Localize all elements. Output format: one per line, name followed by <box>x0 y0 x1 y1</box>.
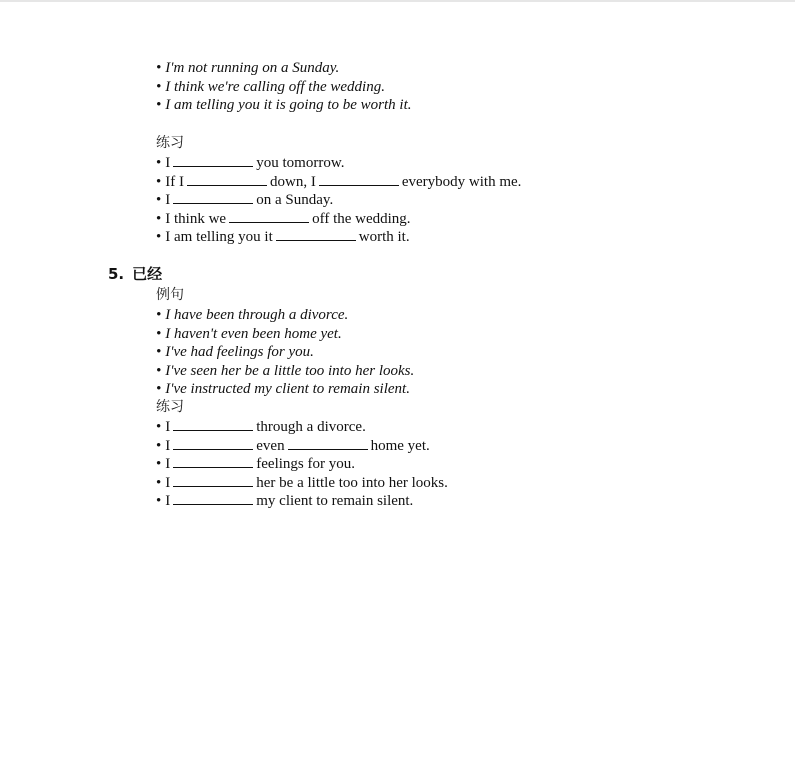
practice-item <box>156 210 521 229</box>
example-label: 例句 <box>156 287 184 303</box>
bullet: • <box>156 474 162 491</box>
practice-item <box>156 228 521 247</box>
practice-label: 练习 <box>156 135 184 151</box>
example-sentence: I think we're calling off the wedding. <box>165 78 385 95</box>
top-examples-list <box>156 59 412 115</box>
bullet: • <box>156 456 162 473</box>
bullet: • <box>156 97 162 114</box>
practice-text: off the wedding. <box>312 210 411 227</box>
blank-field[interactable] <box>173 437 253 450</box>
practice-text: I <box>165 192 171 209</box>
bullet: • <box>156 437 162 454</box>
practice-text: down, I <box>270 173 316 190</box>
practice-item <box>156 437 448 456</box>
list-item <box>156 96 412 115</box>
practice-text: I <box>165 474 171 491</box>
example-sentence: I've seen her be a little too into her looks. <box>165 362 415 379</box>
list-item <box>156 306 414 325</box>
example-sentence: I've had feelings for you. <box>165 344 314 361</box>
bullet: • <box>156 60 162 76</box>
blank-field[interactable] <box>173 418 253 431</box>
practice-text: everybody with me. <box>401 173 522 190</box>
practice-text: through a divorce. <box>256 419 366 435</box>
bullet: • <box>156 325 162 342</box>
bullet: • <box>156 173 162 190</box>
practice-item <box>156 492 448 511</box>
bullet: • <box>156 493 162 510</box>
practice-text: I <box>165 155 171 171</box>
bullet: • <box>156 155 162 171</box>
bullet: • <box>156 419 162 435</box>
example-sentence: I've instructed my client to remain silent. <box>165 381 410 398</box>
blank-field[interactable] <box>288 437 368 450</box>
practice-text: feelings for you. <box>256 456 355 473</box>
bullet: • <box>156 307 162 323</box>
bullet: • <box>156 192 162 209</box>
list-item <box>156 325 414 344</box>
practice-label: 练习 <box>156 399 184 415</box>
blank-field[interactable] <box>173 455 253 468</box>
practice-text: I think we <box>165 210 227 227</box>
blank-field[interactable] <box>173 154 253 167</box>
list-item <box>156 362 414 381</box>
practice-item <box>156 418 448 437</box>
blank-field[interactable] <box>229 210 309 223</box>
practice-text: worth it. <box>358 229 410 246</box>
bullet: • <box>156 210 162 227</box>
bullet: • <box>156 78 162 95</box>
practice-text: on a Sunday. <box>256 192 334 209</box>
example-sentence: I'm not running on a Sunday. <box>165 60 340 76</box>
example-sentence: I haven't even been home yet. <box>165 325 342 342</box>
practice-item <box>156 154 521 173</box>
practice-text: you tomorrow. <box>256 155 345 171</box>
practice-text: I <box>165 493 171 510</box>
section-heading <box>108 264 162 284</box>
blank-field[interactable] <box>173 474 253 487</box>
practice-item <box>156 455 448 474</box>
list-item <box>156 380 414 399</box>
practice-text: my client to remain silent. <box>256 493 414 510</box>
section-number: 5. <box>108 265 125 283</box>
example-sentence: I am telling you it is going to be worth it. <box>165 97 412 114</box>
practice-text: I am telling you it <box>165 229 273 246</box>
practice-item <box>156 173 521 192</box>
example-sentence: I have been through a divorce. <box>165 307 349 323</box>
list-item <box>156 78 412 97</box>
blank-field[interactable] <box>173 492 253 505</box>
blank-field[interactable] <box>173 191 253 204</box>
blank-field[interactable] <box>187 173 267 186</box>
bullet: • <box>156 362 162 379</box>
bullet: • <box>156 381 162 398</box>
practice-item <box>156 474 448 493</box>
bullet: • <box>156 344 162 361</box>
practice-text: even <box>256 437 285 454</box>
list-item <box>156 343 414 362</box>
list-item <box>156 59 412 78</box>
section5-practice-list <box>156 418 448 511</box>
practice-text: I <box>165 456 171 473</box>
practice-text: I <box>165 437 171 454</box>
blank-field[interactable] <box>319 173 399 186</box>
section-title: 已经 <box>132 265 163 283</box>
practice-text: I <box>165 419 171 435</box>
blank-field[interactable] <box>276 228 356 241</box>
practice-text: home yet. <box>370 437 430 454</box>
practice-item <box>156 191 521 210</box>
practice-text: If I <box>165 173 185 190</box>
section5-examples-list <box>156 306 414 399</box>
bullet: • <box>156 229 162 246</box>
practice-list <box>156 154 521 247</box>
practice-text: her be a little too into her looks. <box>256 474 448 491</box>
